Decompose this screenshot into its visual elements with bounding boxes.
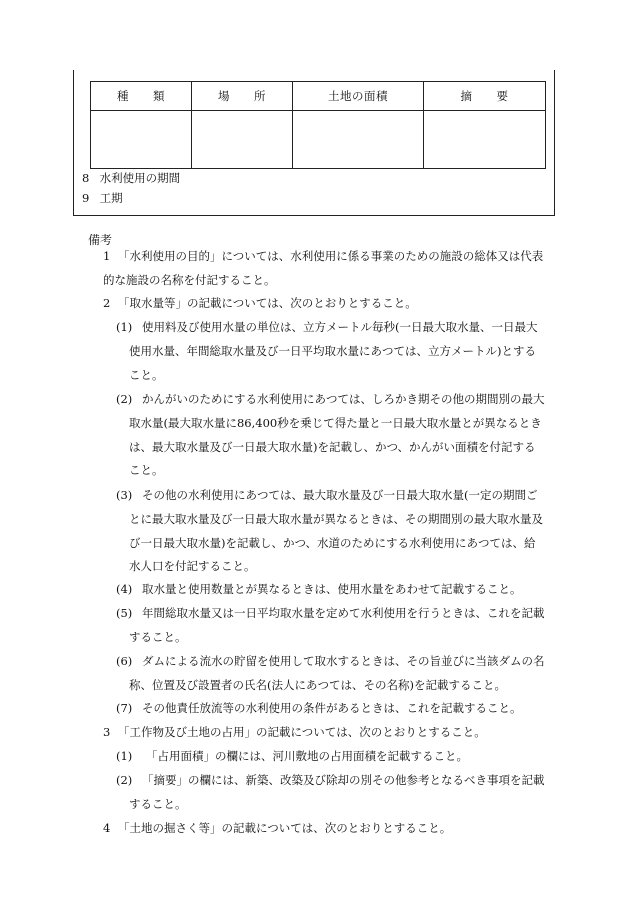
note-line: 「占用面積」の欄には、河川敷地の占用面積を記載すること。	[146, 749, 468, 763]
table-row	[91, 111, 546, 169]
note-number: 1	[103, 249, 111, 263]
table-header-row	[91, 82, 546, 111]
cell-kind	[91, 111, 192, 169]
note-line: 「水利使用の目的」については、水利使用に係る事業のための施設の総体又は代表	[118, 249, 544, 263]
note-line: こと。	[129, 367, 164, 382]
note-line: 取水量(最大取水量に86,400秒を乗じて得た量と一日最大取水量とが異なるとき	[129, 415, 542, 430]
header-summary: 摘 要	[424, 82, 546, 111]
frame-item-9	[82, 189, 123, 207]
cell-place	[192, 111, 293, 169]
note-line: は、最大取水量及び一日最大取水量)を記載し、かつ、かんがい面積を付記する	[129, 439, 536, 454]
note-line: 「取水量等」の記載については、次のとおりとすること。	[118, 296, 417, 310]
note-line: 使用料及び使用水量の単位は、立方メートル毎秒(一日最大取水量、一日最大	[142, 320, 538, 334]
note-line: 「土地の掘さく等」の記載については、次のとおりとすること。	[118, 821, 452, 835]
note-number: (1)	[116, 320, 133, 334]
note-line: その他の水利使用にあつては、最大取水量及び一日最大取水量(一定の期間ご	[142, 488, 538, 502]
note-number: (6)	[116, 654, 133, 668]
form-frame	[73, 70, 555, 216]
frame-item-text: 水利使用の期間	[99, 171, 181, 185]
note-line: 年間総取水量又は一日平均取水量を定めて水利使用を行うときは、これを記載	[142, 606, 545, 620]
cell-land-area	[293, 111, 424, 169]
note-number: 3	[103, 725, 111, 739]
occupancy-table	[90, 81, 546, 169]
notes-title: 備考	[88, 233, 113, 247]
note-line: ダムによる流水の貯留を使用して取水するときは、その旨並びに当該ダムの名	[142, 654, 545, 668]
note-line: 取水量と使用数量とが異なるときは、使用水量をあわせて記載すること。	[142, 582, 522, 596]
note-line: 「摘要」の欄には、新築、改築及び除却の別その他参考となるべき事項を記載	[142, 773, 545, 787]
note-line: 「工作物及び土地の占用」の記載については、次のとおりとすること。	[118, 725, 486, 739]
note-number: (2)	[116, 773, 133, 787]
note-number: (1)	[116, 749, 133, 763]
note-line: 的な施設の名称を付記すること。	[103, 272, 276, 287]
note-line: すること。	[129, 629, 187, 644]
header-land-area: 土地の面積	[293, 82, 424, 111]
note-number: 4	[103, 821, 111, 835]
frame-item-number: 9	[82, 191, 90, 205]
note-line: 称、位置及び設置者の氏名(法人にあつては、その名称)を記載すること。	[129, 677, 506, 692]
frame-item-8	[82, 169, 180, 187]
cell-summary	[424, 111, 546, 169]
note-number: (3)	[116, 488, 133, 502]
note-line: とに最大取水量及び一日最大取水量が異なるときは、その期間別の最大取水量及	[129, 511, 543, 526]
header-kind: 種 類	[91, 82, 192, 111]
note-line: その他責任放流等の水利使用の条件があるときは、これを記載すること。	[142, 701, 522, 715]
note-line: 水人口を付記すること。	[129, 559, 256, 574]
note-line: び一日最大取水量)を記載し、かつ、水道のためにする水利使用にあつては、給	[129, 535, 536, 550]
header-place: 場 所	[192, 82, 293, 111]
note-number: (7)	[116, 701, 133, 715]
frame-item-number: 8	[82, 171, 90, 185]
note-number: 2	[103, 296, 111, 310]
note-number: (5)	[116, 606, 133, 620]
note-number: (2)	[116, 392, 133, 406]
note-line: かんがいのためにする水利使用にあつては、しろかき期その他の期間別の最大	[142, 392, 545, 406]
note-number: (4)	[116, 582, 133, 596]
frame-item-text: 工期	[99, 191, 123, 205]
note-line: 使用水量、年間総取水量及び一日平均取水量にあつては、立方メートル)とする	[129, 343, 536, 358]
note-line: すること。	[129, 796, 187, 811]
note-line: こと。	[129, 463, 164, 478]
